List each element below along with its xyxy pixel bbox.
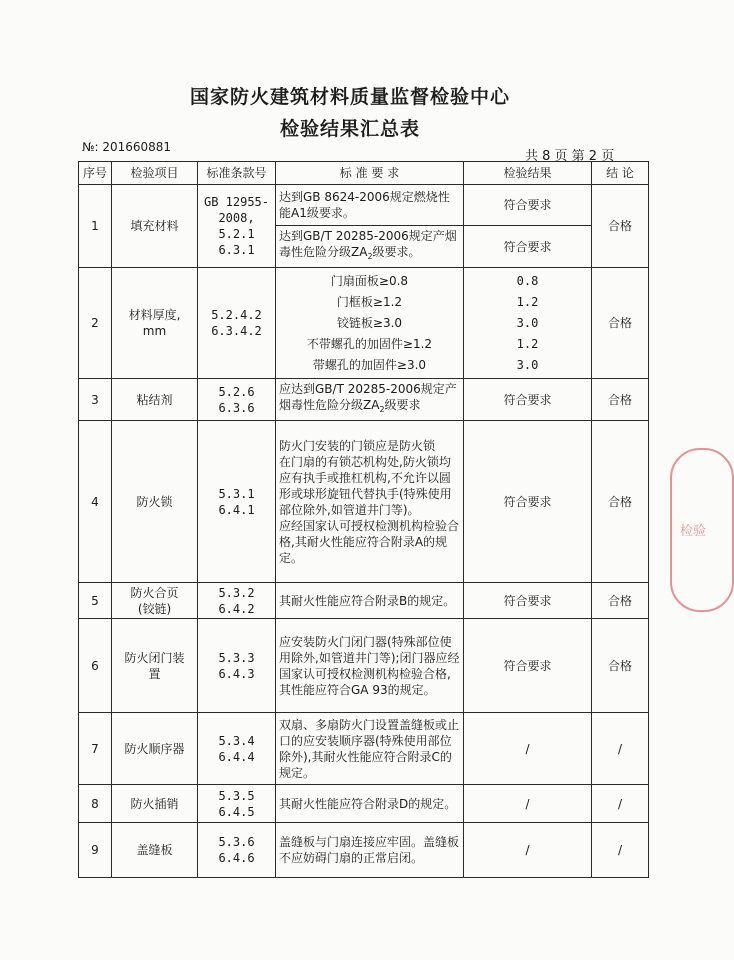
standard-line: 6.4.6 (218, 851, 255, 865)
table-row (79, 379, 649, 421)
req-paragraph: 防火门安装的门锁应是防火锁 (279, 438, 436, 453)
req-paragraph: 应经国家认可授权检测机构检验合格,其耐火性能应符合附录A的规定。 (279, 518, 460, 565)
row-result: 符合要求 (464, 226, 592, 268)
standard-line: 5.3.4 (218, 733, 255, 748)
standard-line: 6.4.1 (218, 502, 255, 517)
row-result (464, 268, 592, 379)
row-requirement: 应安装防火门闭门器(特殊部位使用除外,如管道井门等);闭门器应经国家认可授权检测机构检验合格,其性能应符合GA 93的规定。 (276, 619, 464, 713)
standard-line: 6.3.4.2 (211, 324, 262, 338)
table-row (79, 268, 649, 379)
row-result: 符合要求 (464, 619, 592, 713)
standard-line: 6.3.1 (218, 243, 255, 257)
row-conclusion: 合格 (592, 421, 649, 583)
report-number: №: 201660881 (82, 140, 172, 154)
row-result: / (464, 713, 592, 785)
row-conclusion: 合格 (592, 619, 649, 713)
row-seq: 9 (79, 823, 112, 878)
row-requirement: 盖缝板与门扇连接应牢固。盖缝板不应妨碍门扇的正常启闭。 (276, 823, 464, 878)
row-seq: 6 (79, 619, 112, 713)
row-conclusion: / (592, 785, 649, 823)
row-seq: 1 (79, 185, 112, 268)
result-line: 1.2 (516, 294, 539, 309)
req-line: 门扇面板≥0.8 (330, 273, 409, 288)
row-standard (198, 583, 276, 619)
document-subtitle: 检验结果汇总表 (279, 118, 420, 140)
row-requirement: 其耐火性能应符合附录D的规定。 (276, 785, 464, 823)
row-seq: 7 (79, 713, 112, 785)
result-line: 1.2 (516, 336, 539, 351)
row-item: 填充材料 (112, 185, 198, 268)
standard-line: 5.3.3 (218, 650, 255, 665)
header-seq: 序号 (79, 162, 112, 185)
table-row (79, 185, 649, 226)
header-item: 检验项目 (112, 162, 198, 185)
req-text: 级要求 (384, 398, 421, 412)
standard-line: 6.4.5 (218, 804, 255, 819)
result-line: 0.8 (516, 273, 539, 288)
req-line: 门框板≥1.2 (336, 294, 403, 309)
stamp-text: 检验 (680, 524, 707, 539)
req-line: 不带螺孔的加固件≥1.2 (306, 336, 433, 351)
row-result: 符合要求 (464, 379, 592, 421)
row-seq: 8 (79, 785, 112, 823)
row-requirement (276, 421, 464, 583)
item-line: (铰链) (137, 601, 172, 616)
row-item (112, 268, 198, 379)
header-row (79, 162, 649, 185)
row-conclusion: 合格 (592, 379, 649, 421)
req-paragraph: 在门扇的有锁芯机构处,防火锁均应有执手或推杠机构,不允许以圆形或球形旋钮代替执手(特殊使用部位除外,如管道井门等)。 (279, 454, 452, 517)
row-conclusion: 合格 (592, 185, 649, 268)
header-result: 检验结果 (464, 162, 592, 185)
standard-line: 5.3.2 (218, 585, 255, 600)
row-result: / (464, 785, 592, 823)
row-standard (198, 185, 276, 268)
row-standard (198, 785, 276, 823)
table-row (79, 421, 649, 583)
item-line: 防火闭门装 (124, 650, 185, 665)
row-seq: 4 (79, 421, 112, 583)
row-standard (198, 619, 276, 713)
standard-line: 5.3.5 (218, 788, 255, 803)
row-seq: 3 (79, 379, 112, 421)
result-line: 3.0 (516, 315, 539, 330)
row-item (112, 583, 198, 619)
row-conclusion: 合格 (592, 268, 649, 379)
subscript: 2 (379, 405, 385, 414)
req-text: 达到GB/T 20285-2006规定产烟毒性危险分级ZA (279, 229, 457, 259)
page-indicator: 共 8 页 第 2 页 (525, 149, 615, 164)
row-requirement (276, 379, 464, 421)
standard-line: 6.4.3 (218, 666, 255, 681)
red-seal-stamp (670, 448, 734, 612)
standard-line: 5.2.6 (218, 384, 255, 399)
row-standard (198, 713, 276, 785)
standard-line: GB 12955- (203, 195, 270, 209)
row-item: 防火插销 (112, 785, 198, 823)
row-result: 符合要求 (464, 583, 592, 619)
row-standard (198, 823, 276, 878)
row-item: 防火锁 (112, 421, 198, 583)
req-line: 带螺孔的加固件≥3.0 (312, 357, 427, 372)
row-requirement: 双扇、多扇防火门设置盖缝板或止口的应安装顺序器(特殊使用部位除外),其耐火性能应符合附录C的规定。 (276, 713, 464, 785)
item-line: 置 (148, 666, 161, 681)
item-line: 材料厚度, (128, 308, 181, 322)
row-standard (198, 268, 276, 379)
row-requirement (276, 268, 464, 379)
item-line: mm (142, 324, 167, 338)
row-result: / (464, 823, 592, 878)
result-line: 3.0 (516, 357, 539, 372)
row-item (112, 619, 198, 713)
standard-line: 5.2.4.2 (211, 308, 262, 322)
row-requirement: 其耐火性能应符合附录B的规定。 (276, 583, 464, 619)
row-conclusion: 合格 (592, 583, 649, 619)
standard-line: 6.4.2 (218, 601, 255, 616)
req-line: 铰链板≥3.0 (336, 315, 403, 330)
row-result: 符合要求 (464, 421, 592, 583)
row-item: 盖缝板 (112, 823, 198, 878)
standard-line: 5.3.6 (218, 835, 255, 849)
table-row (79, 785, 649, 823)
header-standard: 标准条款号 (198, 162, 276, 185)
req-text: 应达到GB/T 20285-2006规定产烟毒性危险分级ZA (279, 382, 457, 412)
table-row (79, 823, 649, 878)
row-requirement: 达到GB 8624-2006规定燃烧性能A1级要求。 (276, 185, 464, 226)
row-result: 符合要求 (464, 185, 592, 226)
table-row (79, 583, 649, 619)
standard-line: 6.4.4 (218, 749, 255, 764)
row-requirement (276, 226, 464, 268)
table-row (79, 619, 649, 713)
standard-line: 2008, 5.2.1 (218, 211, 255, 241)
row-conclusion: / (592, 823, 649, 878)
row-conclusion: / (592, 713, 649, 785)
row-item: 粘结剂 (112, 379, 198, 421)
row-standard (198, 379, 276, 421)
header-requirement: 标 准 要 求 (276, 162, 464, 185)
standard-line: 6.3.6 (218, 400, 255, 415)
row-standard (198, 421, 276, 583)
header-conclusion: 结 论 (592, 162, 649, 185)
subscript: 2 (367, 252, 373, 261)
standard-line: 5.3.1 (218, 486, 255, 501)
item-line: 防火合页 (130, 585, 179, 600)
req-text: 级要求。 (372, 245, 421, 259)
document-title: 国家防火建筑材料质量监督检验中心 (189, 86, 510, 108)
row-seq: 5 (79, 583, 112, 619)
row-item: 防火顺序器 (112, 713, 198, 785)
row-seq: 2 (79, 268, 112, 379)
results-table (78, 161, 649, 878)
table-row (79, 713, 649, 785)
